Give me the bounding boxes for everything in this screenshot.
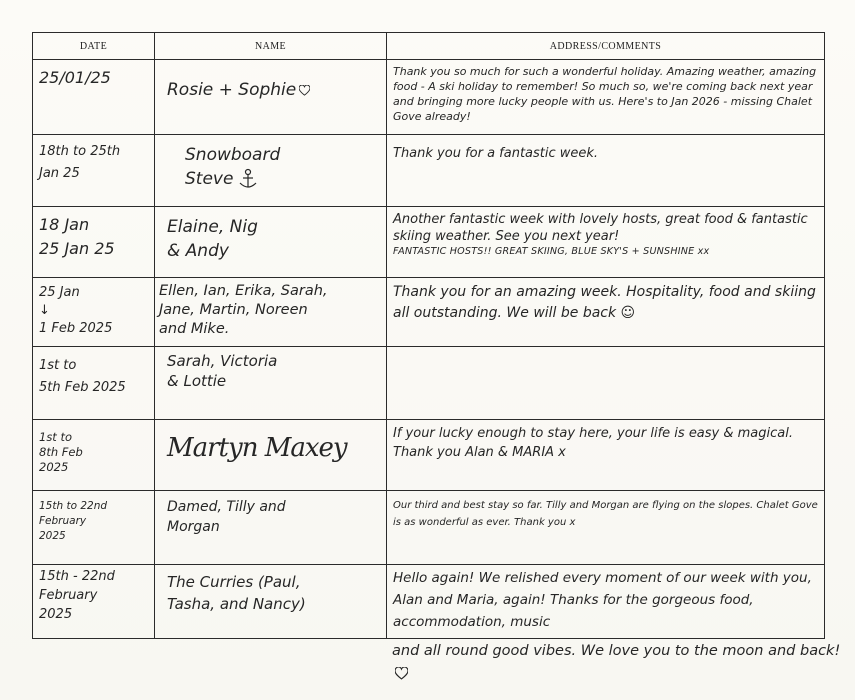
- table-row: [33, 60, 825, 135]
- table-row: [33, 135, 825, 207]
- entry-name: Sarah, Victoria & Lottie: [167, 352, 278, 390]
- entry-name: [155, 60, 386, 110]
- anchor-doodle-icon: [237, 168, 259, 190]
- name-cell: [155, 207, 387, 278]
- comment-overflow: [392, 640, 852, 684]
- guestbook-table: [32, 32, 825, 639]
- entry-date: 15th to 22nd February 2025: [39, 500, 108, 542]
- table-row: [33, 278, 825, 347]
- entry-comment: Our third and best stay so far. Tilly and Morgan are flying on the slopes. Chalet Gove is as wonderful as ever. Thank you x: [393, 500, 818, 528]
- date-cell: [33, 135, 155, 207]
- heart-icon: [299, 85, 310, 96]
- date-cell: [33, 278, 155, 347]
- entry-name: Elaine, Nig & Andy: [167, 217, 258, 261]
- address-header: ADDRESS/COMMENTS: [387, 33, 825, 60]
- entry-comment-secondary: FANTASTIC HOSTS!! GREAT SKIING, BLUE SKY'S + SUNSHINE xx: [393, 246, 710, 257]
- table-row: [33, 207, 825, 278]
- name-cell: [155, 135, 387, 207]
- entry-comment: Hello again! We relished every moment of our week with you, Alan and Maria, again! Thanks for the gorgeous food, accommodation, music: [393, 570, 812, 630]
- name-header: NAME: [155, 33, 387, 60]
- table-row: [33, 491, 825, 565]
- entry-comment: Thank you so much for such a wonderful holiday. Amazing weather, amazing food - A ski holiday to remember! So much so, we're coming back next year and bringing more lucky people with us. Here's to Jan 2026 - missing Chalet Gove already!: [393, 65, 817, 123]
- entry-name-text: Rosie + Sophie: [167, 80, 297, 100]
- name-cell: [155, 278, 387, 347]
- entry-comment: Thank you for an amazing week. Hospitality, food and skiing all outstanding. We will be back ☺: [393, 284, 816, 321]
- entry-comment: Another fantastic week with lovely hosts, great food & fantastic skiing weather. See you next year!: [393, 212, 808, 244]
- entry-name-text: Snowboard Steve: [185, 145, 281, 189]
- heart-icon: [395, 667, 408, 680]
- entry-date: 15th - 22nd February 2025: [39, 569, 115, 622]
- entry-name: [155, 135, 386, 199]
- date-cell: [33, 491, 155, 565]
- name-cell: [155, 420, 387, 491]
- comment-cell: [387, 420, 825, 491]
- name-cell: [155, 491, 387, 565]
- entry-date: 25/01/25: [39, 68, 111, 87]
- comment-cell: [387, 347, 825, 420]
- table-row: [33, 565, 825, 639]
- date-cell: [33, 420, 155, 491]
- date-cell: [33, 207, 155, 278]
- entry-comment: [387, 347, 824, 355]
- comment-cell: [387, 207, 825, 278]
- date-cell: [33, 565, 155, 639]
- name-cell: [155, 347, 387, 420]
- entry-date: 1st to 8th Feb 2025: [39, 430, 83, 474]
- name-cell: [155, 60, 387, 135]
- comment-cell: [387, 565, 825, 639]
- entry-name: Damed, Tilly and Morgan: [167, 499, 286, 535]
- name-cell: [155, 565, 387, 639]
- date-cell: [33, 347, 155, 420]
- table-row: [33, 420, 825, 491]
- entry-date: 25 Jan ↓ 1 Feb 2025: [39, 285, 113, 336]
- comment-cell: [387, 278, 825, 347]
- entry-date: 18 Jan 25 Jan 25: [39, 215, 115, 258]
- entry-date: 18th to 25th Jan 25: [39, 144, 121, 181]
- entry-name-signature: Martyn Maxey: [167, 433, 347, 463]
- comment-overflow-text: and all round good vibes. We love you to the moon and back!: [392, 643, 841, 659]
- header-row: [33, 33, 825, 60]
- entry-name: Ellen, Ian, Erika, Sarah, Jane, Martin, Noreen and Mike.: [159, 283, 328, 337]
- comment-cell: [387, 60, 825, 135]
- table-row: [33, 347, 825, 420]
- comment-cell: [387, 135, 825, 207]
- entry-name: The Curries (Paul, Tasha, and Nancy): [167, 573, 306, 613]
- comment-cell: [387, 491, 825, 565]
- entry-date: 1st to 5th Feb 2025: [39, 358, 126, 395]
- entry-comment: If your lucky enough to stay here, your life is easy & magical. Thank you Alan & MARIA x: [393, 426, 793, 460]
- date-cell: [33, 60, 155, 135]
- entry-comment: Thank you for a fantastic week.: [393, 146, 599, 161]
- date-header: DATE: [33, 33, 155, 60]
